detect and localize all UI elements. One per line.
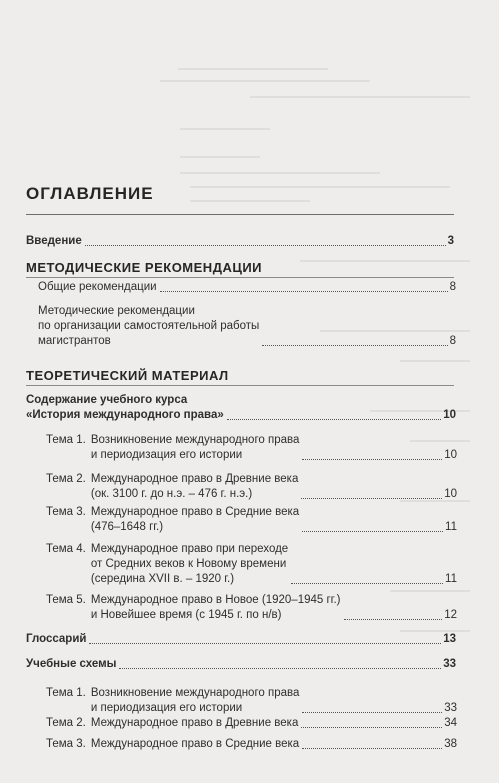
section-divider [26,385,454,386]
toc-entry-title: Методические рекомендации по организации самостоятельной работы магистрантов [38,305,260,347]
toc-entry-title: Учебные схемы [26,658,117,670]
section-heading-methodical: МЕТОДИЧЕСКИЕ РЕКОМЕНДАЦИИ [26,260,263,275]
section-divider [26,277,454,278]
toc-entry-title: Международное право в Новое (1920–1945 гг.) и Новейшее время (с 1945 г. по н/в) [90,594,341,621]
toc-page-number: 10 [444,449,457,461]
leader-dots [160,290,448,292]
toc-entry-title: Содержание учебного курса «История международного права» [26,394,224,421]
toc-entry-scheme-topic-3[interactable] [46,737,457,752]
toc-entry-course-contents[interactable] [26,393,456,423]
toc-entry-course-topic-1[interactable] [46,433,457,463]
toc-entry-general-recommendations[interactable] [38,280,456,295]
leader-dots [89,642,441,644]
toc-entry-title: Введение [26,235,82,247]
topic-label: Тема 1. [46,434,86,446]
toc-entry-intro[interactable] [26,234,454,249]
toc-page-number: 12 [444,609,457,621]
toc-entry-title: Международное право в Средние века [90,738,300,750]
section-heading-theory: ТЕОРЕТИЧЕСКИЙ МАТЕРИАЛ [26,368,229,383]
toc-page-number: 10 [443,409,456,421]
leader-dots [302,530,443,532]
toc-page-number: 8 [449,281,456,293]
toc-page-number: 3 [447,235,454,247]
leader-dots [85,244,446,246]
topic-label: Тема 3. [46,506,86,518]
toc-entry-title: Международное право в Средние века (476–1648 гг.) [90,506,300,533]
toc-entry-glossary[interactable] [26,632,456,647]
leader-dots [262,344,447,346]
toc-entry-title: Возникновение международного права и периодизация его истории [90,434,300,461]
title-divider [26,214,454,215]
toc-page-number: 8 [449,335,456,347]
toc-entry-schemes[interactable] [26,657,456,672]
toc-page-number: 11 [445,521,457,533]
toc-entry-course-topic-3[interactable] [46,505,457,535]
toc-page-number: 10 [444,488,457,500]
leader-dots [302,458,442,460]
toc-entry-scheme-topic-1[interactable] [46,686,457,716]
toc-entry-title: Международное право в Древние века [90,717,299,729]
leader-dots [227,418,441,420]
leader-dots [301,497,442,499]
toc-page-number: 34 [444,717,457,729]
toc-entry-title: Глоссарий [26,633,87,645]
page-title: ОГЛАВЛЕНИЕ [26,184,154,203]
leader-dots [302,747,442,749]
topic-label: Тема 4. [46,543,86,555]
leader-dots [291,582,443,584]
toc-entry-course-topic-2[interactable] [46,472,457,502]
leader-dots [344,618,443,620]
toc-entry-course-topic-4[interactable] [46,542,457,587]
toc-page-number: 33 [444,702,457,714]
toc-page-number: 13 [443,633,456,645]
topic-label: Тема 2. [46,473,86,485]
leader-dots [119,667,441,669]
topic-label: Тема 3. [46,738,86,750]
toc-page-number: 38 [444,738,457,750]
toc-entry-scheme-topic-2[interactable] [46,716,457,731]
topic-label: Тема 1. [46,687,86,699]
leader-dots [301,726,442,728]
topic-label: Тема 2. [46,717,86,729]
toc-entry-title: Общие рекомендации [38,281,157,293]
toc-entry-title: Международное право при переходе от Средних веков к Новому времени (середина XVII в. – 1920 г.) [90,543,289,585]
topic-label: Тема 5. [46,594,86,606]
toc-entry-title: Возникновение международного права и периодизация его истории [90,687,300,714]
toc-entry-title: Международное право в Древние века (ок. 3100 г. до н.э. – 476 г. н.э.) [90,473,299,500]
leader-dots [302,711,442,713]
toc-entry-independent-work[interactable] [38,304,456,349]
toc-page-number: 11 [445,573,457,585]
toc-page-number: 33 [443,658,456,670]
toc-entry-course-topic-5[interactable] [46,593,457,623]
